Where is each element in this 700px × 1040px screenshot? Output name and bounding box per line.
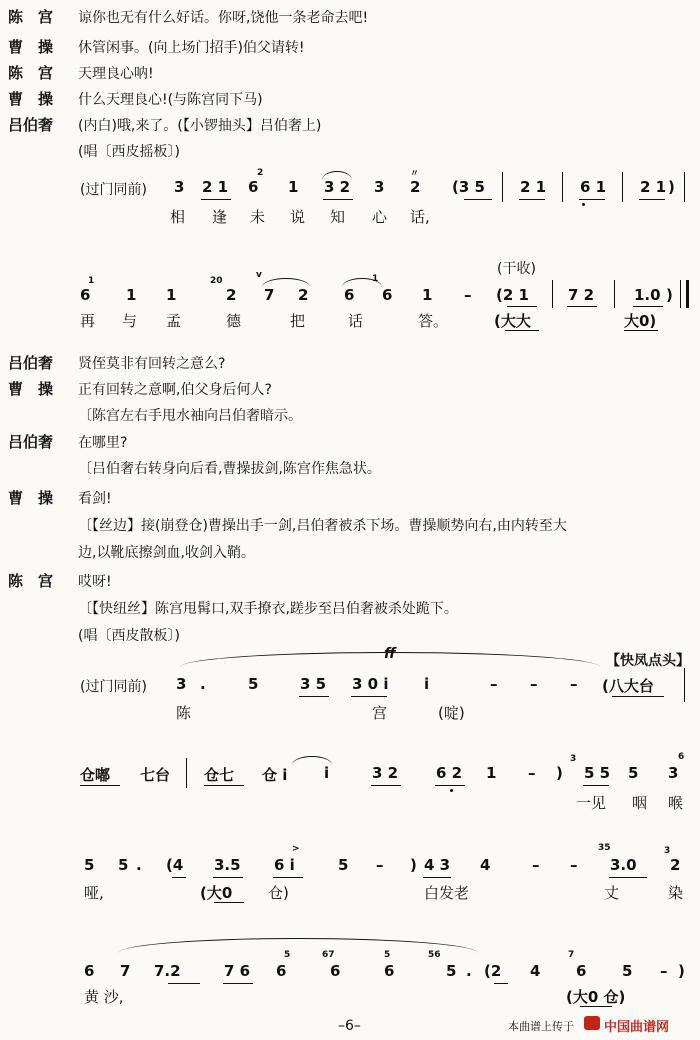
score-note: 3 2 — [372, 764, 399, 782]
score-note: 3 0 i — [352, 675, 389, 693]
score-note: 2 — [670, 856, 681, 874]
underline — [435, 785, 465, 786]
percussion-label: (大0 — [200, 884, 233, 902]
score-close-paren: ) — [668, 178, 675, 196]
score-note: – — [376, 856, 384, 874]
underline — [323, 199, 353, 200]
underline — [609, 877, 647, 878]
percussion-label: (大0 仓) — [566, 988, 626, 1006]
speaker-cao-cao-1: 曹 操 — [8, 38, 54, 56]
singing-cue-2: (唱〔西皮散板〕) — [78, 628, 180, 644]
score-note: – — [464, 286, 472, 304]
dynamic-marking: ff — [384, 646, 396, 662]
score-note: 6 2 — [436, 764, 463, 782]
grace-note: 5 — [284, 950, 291, 960]
score-note: 3 — [668, 764, 679, 782]
score-note: . — [466, 962, 472, 980]
grace-note: 7 — [568, 950, 575, 960]
dialogue-line: 在哪里? — [78, 435, 128, 451]
dialogue-line: 什么天理良心!(与陈宫同下马) — [78, 92, 263, 108]
speaker-chen-gong-3: 陈 宫 — [8, 572, 54, 590]
bar-line — [622, 172, 623, 202]
underline — [80, 785, 120, 786]
speaker-lu-boshe-3: 吕伯奢 — [8, 433, 54, 451]
dialogue-line: 天理良心呐! — [78, 66, 154, 82]
score-note: 4 — [530, 962, 541, 980]
lyric: 再 — [80, 312, 96, 330]
underline — [494, 983, 508, 984]
score-note: (3 5 — [452, 178, 485, 196]
underline — [201, 199, 231, 200]
score-note: 5 — [446, 962, 457, 980]
score-note: 6 — [576, 962, 587, 980]
lyric: 未 — [250, 208, 266, 226]
dialogue-line: 哎呀! — [78, 574, 112, 590]
speaker-lu-boshe-2: 吕伯奢 — [8, 354, 54, 372]
percussion-label: 仓嘟 — [80, 766, 111, 784]
score-note: 1 — [126, 286, 137, 304]
singing-cue-1: (唱〔西皮摇板〕) — [78, 144, 180, 160]
bar-line — [614, 280, 615, 308]
grace-note: 20 — [210, 276, 223, 286]
score-note: . — [200, 675, 206, 693]
long-slur — [118, 938, 478, 953]
grace-note: 3 — [570, 754, 577, 764]
speaker-cao-cao-4: 曹 操 — [8, 489, 54, 507]
score-note: 3 — [176, 675, 187, 693]
score-note: 5 — [338, 856, 349, 874]
underline — [223, 983, 253, 984]
score-note: 6 — [248, 178, 259, 196]
lyric: 孟 — [166, 312, 182, 330]
score-note: 1.0 — [634, 286, 661, 304]
score-note: 4 3 — [424, 856, 451, 874]
score-note: 7 — [120, 962, 131, 980]
score-note: 2 1 — [640, 178, 667, 196]
lyric: 黄 沙, — [84, 988, 124, 1006]
score-note: – — [660, 962, 668, 980]
lyric: 白发老 — [424, 884, 470, 902]
bar-line — [562, 172, 563, 202]
lyric: 与 — [122, 312, 138, 330]
underline — [583, 785, 609, 786]
score-close-paren: ) — [410, 856, 417, 874]
score-note: (2 1 — [496, 286, 529, 304]
score-note: 3 — [174, 178, 185, 196]
score-note: 7 — [264, 286, 275, 304]
grace-note: 5 — [384, 950, 391, 960]
underline — [464, 199, 492, 200]
score-prefix: (过门同前) — [80, 182, 147, 198]
site-logo-icon — [584, 1016, 600, 1030]
score-note: 6 — [276, 962, 287, 980]
percussion-label: 仓七 — [204, 766, 235, 784]
underline — [519, 199, 545, 200]
score-note: 4 — [480, 856, 491, 874]
score-note: 1 — [422, 286, 433, 304]
site-name: 中国曲谱网 — [604, 1020, 670, 1035]
score-note: 1 — [486, 764, 497, 782]
annotation-gan-shou: (干收) — [497, 261, 536, 277]
score-note: 仓 i — [262, 766, 288, 784]
score-note: 5 — [248, 675, 259, 693]
score-note: 2 — [298, 286, 309, 304]
score-note: 6 i — [274, 856, 295, 874]
score-note: 6 — [384, 962, 395, 980]
speaker-cao-cao-2: 曹 操 — [8, 90, 54, 108]
underline — [168, 983, 200, 984]
lyric: 丈 — [604, 884, 620, 902]
low-octave-dot — [582, 203, 585, 206]
score-note: 3.5 — [214, 856, 241, 874]
score-note: – — [490, 675, 498, 693]
score-note: – — [532, 856, 540, 874]
percussion-label: 仓) — [268, 884, 289, 902]
page-number: –6– — [338, 1018, 361, 1034]
slur — [322, 171, 352, 180]
score-note: 3.0 — [610, 856, 637, 874]
score-note: 1 — [166, 286, 177, 304]
lyric: 哑, — [84, 884, 104, 902]
percussion-pattern-label: 【快凤点头】 — [606, 653, 690, 669]
score-note: . — [136, 856, 142, 874]
stage-direction: 〔【丝边】接(崩登仓)曹操出手一剑,吕伯奢被杀下场。曹操顺势向右,由内转至大 — [78, 518, 567, 534]
stage-direction: 边,以靴底擦剑血,收剑入鞘。 — [78, 545, 255, 561]
score-note: 6 — [330, 962, 341, 980]
lyric: 话, — [410, 208, 430, 226]
lyric: 逢 — [212, 208, 228, 226]
lyric: 德 — [226, 312, 242, 330]
score-note: (2 — [484, 962, 502, 980]
dialogue-line: 休管闲事。(向上场门招手)伯父请转! — [78, 40, 305, 56]
stage-direction: 〔【快纽丝】陈宫甩髯口,双手撩衣,蹉步至吕伯奢被杀处跪下。 — [78, 601, 458, 617]
score-note: 5 — [84, 856, 95, 874]
low-octave-dot — [450, 789, 453, 792]
score-close-paren: ) — [666, 286, 673, 304]
underline — [371, 785, 401, 786]
score-note: i — [324, 764, 330, 782]
percussion-label: (八大台 — [602, 677, 654, 695]
stage-direction: 〔吕伯奢右转身向后看,曹操拔剑,陈宫作焦急状。 — [78, 461, 381, 477]
speaker-chen-gong-2: 陈 宫 — [8, 64, 54, 82]
score-close-paren: ) — [678, 962, 685, 980]
grace-note: 1 — [372, 274, 379, 284]
upload-note: 本曲谱上传于 — [508, 1020, 574, 1033]
lyric: 说 — [290, 208, 306, 226]
percussion-label: 大0) — [624, 312, 657, 330]
score-note: 3 2 — [324, 178, 351, 196]
bar-line — [186, 758, 187, 788]
score-note: i — [424, 675, 430, 693]
lyric: 喉 — [668, 794, 684, 812]
score-note: 6 — [84, 962, 95, 980]
bar-line — [502, 172, 503, 202]
underline — [505, 330, 539, 331]
score-note: 5 — [628, 764, 639, 782]
score-note: 1 — [288, 178, 299, 196]
grace-note: 56 — [428, 950, 441, 960]
underline — [351, 696, 387, 697]
lyric: 把 — [290, 312, 306, 330]
score-note: 7 2 — [568, 286, 595, 304]
score-note: 7 6 — [224, 962, 251, 980]
bar-line — [684, 668, 685, 702]
score-note: 5 5 — [584, 764, 611, 782]
score-note: 7.2 — [154, 962, 181, 980]
lyric: 话 — [348, 312, 364, 330]
score-note: 6 1 — [580, 178, 607, 196]
lyric: 相 — [170, 208, 186, 226]
score-close-paren: ) — [556, 764, 563, 782]
score-note: 6 — [80, 286, 91, 304]
underline — [567, 306, 597, 307]
underline — [624, 330, 658, 331]
score-note: 2 — [226, 286, 237, 304]
grace-note: 35 — [598, 843, 611, 853]
underline — [580, 1006, 612, 1007]
stage-direction: 〔陈宫左右手甩水袖向吕伯奢暗示。 — [78, 408, 302, 424]
underline — [214, 902, 244, 903]
score-note: 5 — [622, 962, 633, 980]
grace-note: 67 — [322, 950, 335, 960]
breath-mark: v — [256, 270, 262, 280]
lyric: 一见 — [576, 794, 607, 812]
underline — [423, 877, 451, 878]
grace-note: 2 — [257, 168, 264, 178]
score-note: (4 — [166, 856, 184, 874]
ornament-mark: 〃 — [410, 169, 420, 179]
dialogue-line: 正有回转之意啊,伯父身后何人? — [78, 382, 272, 398]
score-note: 6 — [344, 286, 355, 304]
score-note: 6 — [382, 286, 393, 304]
grace-note: 6 — [678, 752, 685, 762]
dialogue-line: (内白)哦,来了。(【小锣抽头】吕伯奢上) — [78, 118, 322, 134]
score-note: – — [570, 675, 578, 693]
underline — [579, 199, 605, 200]
lyric: (啶) — [438, 704, 465, 722]
underline — [273, 877, 303, 878]
score-note: 2 1 — [520, 178, 547, 196]
dialogue-line: 贤侄莫非有回转之意么? — [78, 356, 226, 372]
lyric: 答。 — [418, 312, 449, 330]
underline — [507, 306, 537, 307]
score-note: – — [530, 675, 538, 693]
percussion-label: 七台 — [140, 766, 171, 784]
speaker-chen-gong-1: 陈 宫 — [8, 8, 54, 26]
underline — [612, 696, 664, 697]
underline — [639, 199, 665, 200]
score-prefix: (过门同前) — [80, 679, 147, 695]
dialogue-line: 谅你也无有什么好话。你呀,饶他一条老命去吧! — [78, 10, 369, 26]
bar-line — [684, 172, 685, 202]
lyric: 宫 — [372, 704, 388, 722]
underline — [172, 877, 186, 878]
percussion-label: (大大 — [494, 312, 531, 330]
score-note: 3 5 — [300, 675, 327, 693]
score-note: 2 — [410, 178, 421, 196]
dialogue-line: 看剑! — [78, 491, 112, 507]
underline — [204, 785, 244, 786]
underline — [633, 306, 663, 307]
score-note: – — [528, 764, 536, 782]
double-bar-line — [680, 280, 689, 308]
grace-note: 1 — [88, 276, 95, 286]
speaker-cao-cao-3: 曹 操 — [8, 380, 54, 398]
lyric: 陈 — [176, 704, 192, 722]
lyric: 心 — [372, 208, 388, 226]
speaker-lu-boshe-1: 吕伯奢 — [8, 116, 54, 134]
lyric: 染 — [668, 884, 684, 902]
lyric: 咽 — [632, 794, 648, 812]
score-note: 3 — [374, 178, 385, 196]
lyric: 知 — [330, 208, 346, 226]
underline — [213, 877, 243, 878]
score-note: 2 1 — [202, 178, 229, 196]
grace-note: 3 — [664, 846, 671, 856]
score-note: 5 — [118, 856, 129, 874]
score-note: – — [570, 856, 578, 874]
bar-line — [552, 280, 553, 308]
accent-mark: > — [292, 844, 300, 854]
underline — [299, 696, 329, 697]
